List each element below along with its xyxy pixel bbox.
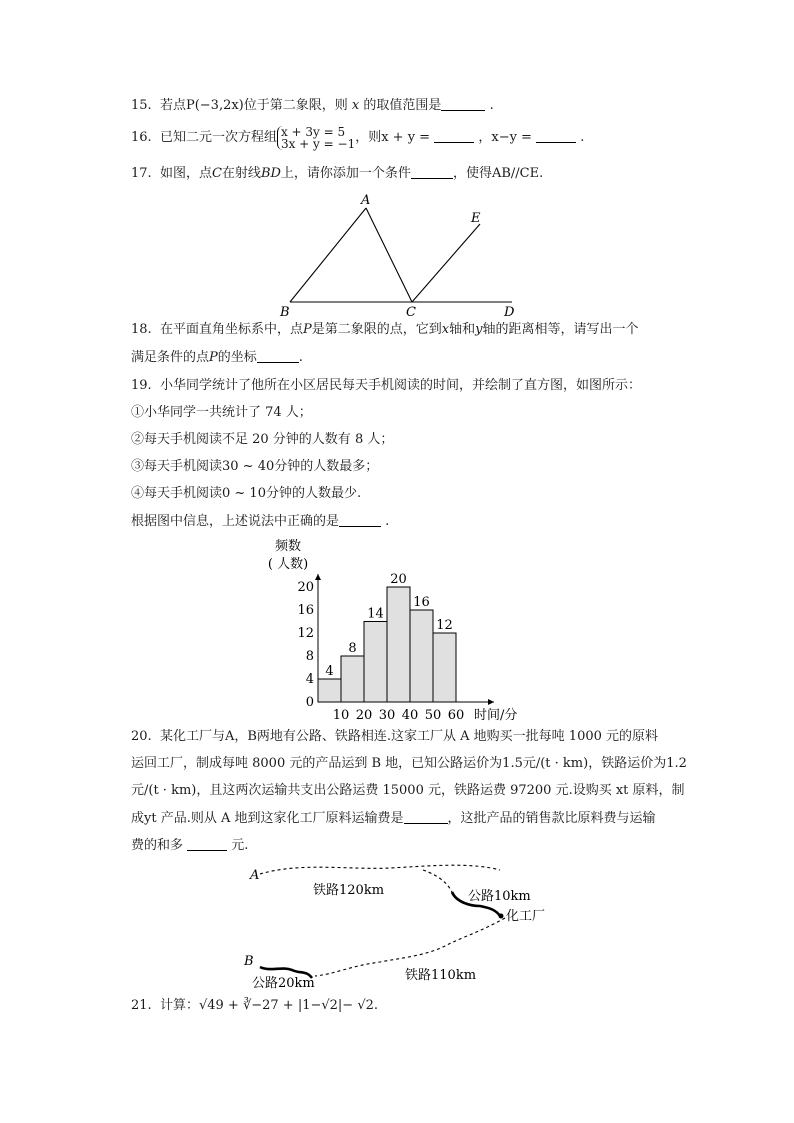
q15-point: P(−3,2x) [185,98,244,113]
histogram-bar [410,610,433,702]
q15-variable: x [351,98,360,113]
x-axis-arrow-icon [488,699,494,705]
q21-expression: √49 + ∛−27 + |1−√2|− √2. [198,998,379,1013]
q18-period: . [298,350,303,365]
ray-ce [412,224,480,302]
q15-text-mid: 位于第二象限，则 [243,98,348,113]
q17-number: 17. [131,166,152,181]
histogram-bar [433,633,456,702]
y-axis-label: 频数 [274,539,302,554]
q19-answer-blank[interactable] [339,512,381,527]
q17-text-a: 如图，点 [159,166,212,181]
q16-answer-blank-2[interactable] [536,128,576,143]
railway-a-path-1 [260,865,500,874]
q16-text-mid: ，则x + y = [355,130,431,145]
q17-text-d: ，使得AB//CE. [452,166,544,181]
label-e: E [471,211,481,226]
segment-ab [290,208,366,302]
bar-value-label: 14 [367,606,384,622]
label-b: B [280,305,290,320]
q15-number: 15. [131,98,152,113]
q16-equation-1: x + 3y = 5 [280,124,346,139]
q21-number: 21. [131,998,152,1013]
histogram-bar [318,679,341,702]
q18-text-d: 轴的距离相等，请写出一个 [482,322,639,337]
q18-text-e: 满足条件的点 [131,350,210,365]
q19-question [131,512,389,531]
q20-answer-blank-1[interactable] [404,809,448,824]
histogram-chart [262,536,542,726]
question-20-line-1 [131,728,658,746]
q20-text-1: 某化工厂与A，B两地有公路、铁路相连.这家工厂从 A 地购买一批每吨 1000 元的原料 [159,729,659,744]
y-tick-label: 4 [305,672,314,687]
q19-statement-1: ①小华同学一共统计了 74 人； [131,405,312,420]
q16-number: 16. [131,130,152,145]
q19-period: . [385,514,390,529]
label-a: A [361,193,371,208]
bar-value-label: 20 [390,572,407,587]
route-map [240,862,560,997]
bar-value-label: 8 [348,641,357,656]
q18-text-f: 的坐标 [217,350,257,365]
q16-answer-blank-1[interactable] [434,128,474,143]
y-axis-arrow-icon [315,574,321,580]
q18-point-p-2: P [209,350,218,365]
q16-text: 已知二元一次方程组 [159,130,277,145]
x-tick-label: 10 [332,708,350,723]
q18-answer-blank[interactable] [257,348,299,363]
map-rail-120km: 铁路120km [313,883,385,898]
x-tick-label: 40 [401,708,419,723]
x-tick-label: 20 [355,708,373,723]
x-tick-label: 60 [447,708,465,723]
q20-answer-blank-2[interactable] [187,836,227,851]
question-20-line-4 [131,809,656,828]
y-tick-label: 16 [297,603,314,618]
factory-marker-icon [499,914,504,919]
q15-answer-blank[interactable] [441,96,485,111]
railway-a-path-2 [423,870,452,892]
q18-text-b: 是第二象限的点，它到 [311,322,442,337]
q18-text-c: 轴和 [449,322,476,337]
question-17 [131,164,543,183]
q15-text-post: 的取值范围是 [363,98,442,113]
question-16 [131,123,584,153]
q18-x: x [441,322,450,337]
q20-text-3: 元/(t · km)，且这两次运输共支出公路运费 15000 元，铁路运费 97200 元.设购买 xt 原料，制 [131,783,685,798]
histogram-bar [364,622,387,703]
q16-text-mid2: ，x−y = [478,130,532,145]
y-tick-label: 20 [297,580,314,595]
q17-answer-blank[interactable] [411,164,453,179]
q20-number: 20. [131,729,152,744]
map-rail-110km: 铁路110km [405,968,477,983]
question-15 [131,96,494,115]
question-19 [131,377,641,395]
q20-text-2: 运回工厂，制成每吨 8000 元的产品运到 B 地，已知公路运价为1.5元/(t · km)，铁路运价为1.2 [131,756,687,771]
q16-equation-2: 3x + y = −1 [280,136,356,151]
bar-value-label: 4 [325,664,334,679]
q19-statement-2: ②每天手机阅读不足 20 分钟的人数有 8 人； [131,432,394,447]
bar-value-label: 12 [436,618,453,633]
q15-text: 若点 [159,98,186,113]
q15-period: . [489,98,494,113]
q19-ask: 根据图中信息，上述说法中正确的是 [131,514,340,529]
q18-point-p: P [302,322,312,337]
map-road-20km: 公路20km [252,976,315,991]
map-label-a: A [250,868,260,883]
q17-text-b: 在射线 [221,166,261,181]
q18-number: 18. [131,322,152,337]
q17-geometry-figure [270,190,530,320]
map-label-b: B [244,954,254,969]
q17-point-c: C [211,166,222,181]
segment-ac [366,208,412,302]
q20-text-4b: ，这批产品的销售款比原料费与运输 [447,811,656,826]
y-axis-unit: ( 人数) [267,557,309,572]
x-axis-label: 时间/分 [474,708,518,723]
question-21 [131,997,378,1015]
histogram-bar [341,656,364,702]
q19-statement-4: ④每天手机阅读0 ~ 10分钟的人数最少. [131,486,362,501]
q21-text: 计算： [159,998,199,1013]
question-18-line-2 [131,348,303,367]
q17-ray-bd: BD [260,166,281,181]
y-tick-label: 8 [305,649,314,664]
q20-text-4a: 成yt 产品.则从 A 地到这家化工厂原料运输费是 [131,811,404,826]
q19-number: 19. [131,378,152,393]
label-c: C [406,305,416,320]
q20-text-5b: 元. [231,838,249,853]
q19-statement-3: ③每天手机阅读30 ~ 40分钟的人数最多； [131,459,379,474]
question-18-line-1 [131,321,638,339]
q18-text-a: 在平面直角坐标系中，点 [159,322,303,337]
q16-period: . [580,130,585,145]
q16-equation-system [277,126,355,150]
map-factory-label: 化工厂 [506,909,546,924]
y-tick-label: 12 [297,626,314,641]
y-tick-label: 0 [305,695,314,710]
question-20-line-5 [131,836,248,855]
q20-text-5a: 费的和多 [131,838,184,853]
q18-y: y [475,322,483,337]
label-d: D [504,305,515,320]
histogram-bar [387,587,410,702]
x-tick-label: 30 [378,708,396,723]
x-tick-label: 50 [424,708,442,723]
q17-text-c: 上，请你添加一个条件 [280,166,411,181]
q19-intro: 小华同学统计了他所在小区居民每天手机阅读的时间，并绘制了直方图，如图所示： [159,378,641,393]
bar-value-label: 16 [413,595,430,610]
map-road-10km: 公路10km [468,889,531,904]
